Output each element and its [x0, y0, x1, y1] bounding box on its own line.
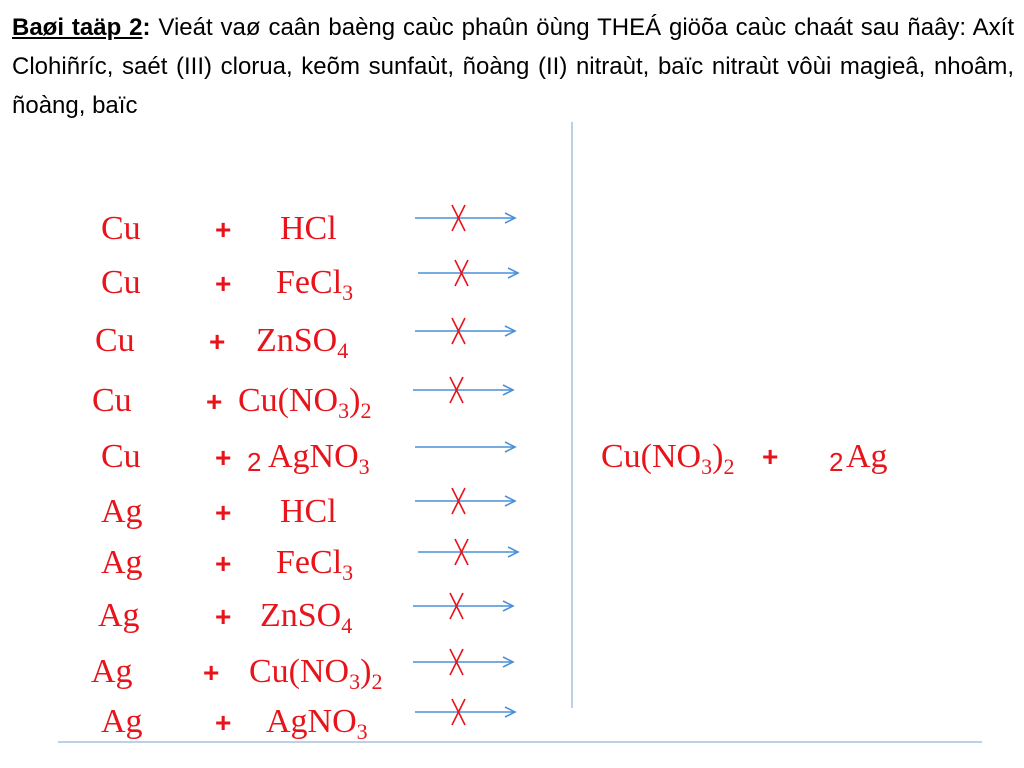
no-reaction-arrow — [415, 204, 519, 236]
bottom-divider — [58, 741, 982, 743]
reactant-reagent: FeCl$_3$ — [276, 544, 354, 585]
product-copper-nitrate: $Cu(NO_3)_2$ — [601, 438, 735, 479]
reactant-metal: Cu — [101, 264, 141, 301]
reactant-reagent: $Cu(NO_3)_2$ — [249, 653, 383, 694]
no-reaction-arrow — [418, 259, 522, 291]
plus-sign: + — [215, 442, 232, 473]
reactant-metal: Ag — [101, 703, 143, 740]
reactant-reagent: ZnSO$_4$ — [260, 597, 353, 638]
no-reaction-arrow — [413, 592, 517, 624]
reactant-reagent: $Cu(NO_3)_2$ — [238, 382, 372, 423]
reactant-metal: Cu — [101, 210, 141, 247]
reactant-reagent: AgNO$_3$ — [268, 438, 370, 479]
exercise-colon: : — [142, 14, 151, 41]
reactant-reagent: AgNO$_3$ — [266, 703, 368, 744]
reactant-reagent: HCl — [280, 493, 337, 530]
product-plus: + — [762, 441, 779, 472]
no-reaction-arrow — [415, 317, 519, 349]
reactant-reagent: ZnSO$_4$ — [256, 322, 349, 363]
reactant-coefficient: 2 — [247, 447, 262, 477]
reactant-metal: Ag — [101, 493, 143, 530]
plus-sign: + — [215, 601, 232, 632]
no-reaction-arrow — [415, 698, 519, 730]
reactant-metal: Ag — [98, 597, 140, 634]
plus-sign: + — [215, 707, 232, 738]
no-reaction-arrow — [413, 648, 517, 680]
reaction-arrow — [415, 433, 519, 465]
reactant-metal: Cu — [101, 438, 141, 475]
plus-sign: + — [215, 214, 232, 245]
vertical-divider — [571, 122, 573, 708]
plus-sign: + — [215, 497, 232, 528]
exercise-label: Baøi taäp 2 — [12, 14, 143, 41]
no-reaction-arrow — [418, 538, 522, 570]
no-reaction-arrow — [415, 487, 519, 519]
product-coefficient: 2 — [829, 447, 844, 477]
plus-sign: + — [209, 326, 226, 357]
reactant-reagent: FeCl$_3$ — [276, 264, 354, 305]
product-silver: Ag — [846, 438, 888, 475]
reactant-metal: Ag — [101, 544, 143, 581]
no-reaction-arrow — [413, 376, 517, 408]
reactant-metal: Cu — [95, 322, 135, 359]
plus-sign: + — [206, 386, 223, 417]
plus-sign: + — [215, 268, 232, 299]
exercise-heading — [12, 8, 1014, 125]
reactant-metal: Cu — [92, 382, 132, 419]
reactant-metal: Ag — [91, 653, 133, 690]
exercise-text: Vieát vaø caân baèng caùc phaûn öùng THEÁ giöõa caùc chaát sau ñaây: Axít Clohiñríc, saét (III) clorua, keõm sunfaùt, ñoàng (II) nitraùt, baïc nitraùt vôùi magieâ, nhoâm, ñoàng, baïc — [12, 14, 1014, 119]
reactant-reagent: HCl — [280, 210, 337, 247]
plus-sign: + — [203, 657, 220, 688]
plus-sign: + — [215, 548, 232, 579]
